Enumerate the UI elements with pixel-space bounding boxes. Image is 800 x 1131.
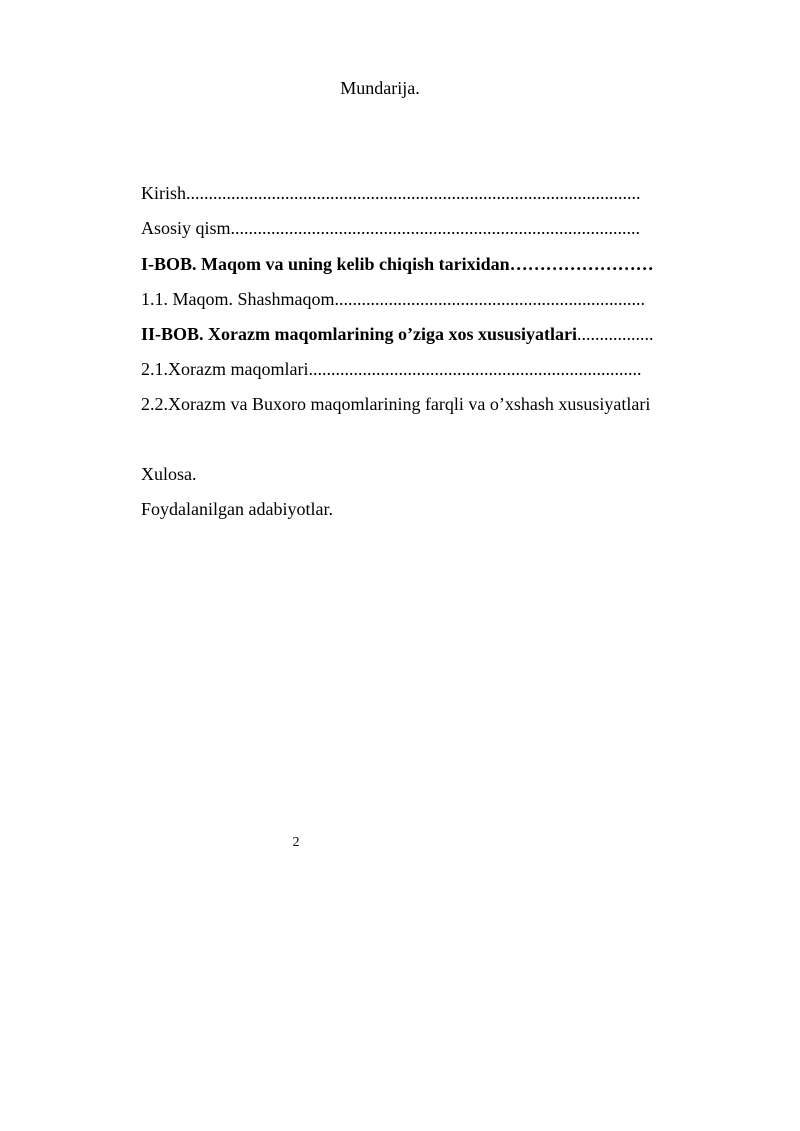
toc-leader-dots: ...........................................................................................	[230, 218, 641, 238]
toc-leader-dots: .....................................................................	[334, 289, 645, 309]
toc-entry-label: 1.1. Maqom. Shashmaqom	[141, 289, 335, 309]
page-number: 2	[292, 835, 300, 850]
toc-entry-section-1-1	[141, 287, 645, 311]
toc-leader-dots: .................	[577, 324, 654, 344]
toc-title: Mundarija.	[340, 78, 420, 98]
toc-entry-label: Kirish	[141, 183, 186, 203]
toc-entry-label: Xulosa.	[141, 464, 197, 484]
toc-entry-kirish	[141, 181, 641, 205]
toc-entry-chapter-1	[141, 252, 654, 276]
toc-leader-dots: .....................................................................................................	[186, 183, 641, 203]
toc-entry-section-2-1	[141, 357, 641, 381]
toc-entry-label: 2.1.Xorazm maqomlari	[141, 359, 309, 379]
toc-entry-label: I-BOB. Maqom va uning kelib chiqish tarixidan	[141, 254, 510, 274]
toc-entry-label: 2.2.Xorazm va Buxoro maqomlarining farqli va o’xshash xususiyatlari	[141, 394, 651, 414]
toc-entry-section-2-2	[141, 392, 650, 416]
toc-entry-asosiy-qism	[141, 216, 640, 240]
toc-leader-dots: ..........................................................................	[308, 359, 642, 379]
toc-leader-dots: ……………………	[509, 254, 654, 274]
toc-entry-label: II-BOB. Xorazm maqomlarining o’ziga xos xususiyatlari	[141, 324, 578, 344]
toc-entry-label: Asosiy qism	[141, 218, 231, 238]
toc-entry-adabiyotlar	[141, 497, 333, 521]
toc-entry-xulosa	[141, 462, 197, 486]
toc-entry-chapter-2	[141, 322, 654, 346]
toc-entry-label: Foydalanilgan adabiyotlar.	[141, 499, 333, 519]
